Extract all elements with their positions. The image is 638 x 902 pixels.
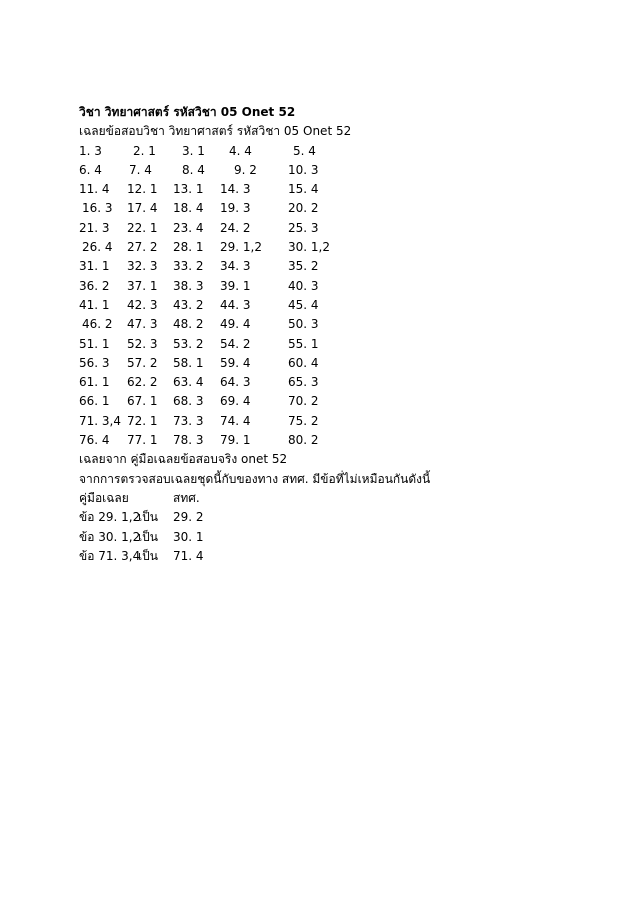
answer-cell: 37. 1 bbox=[127, 278, 158, 293]
answer-row bbox=[79, 257, 619, 276]
answer-cell: 41. 1 bbox=[79, 297, 110, 312]
answer-cell: 3. 1 bbox=[182, 143, 205, 158]
answer-cell: 1. 3 bbox=[79, 143, 102, 158]
answer-row bbox=[79, 315, 619, 334]
guide-column-header: คู่มือเฉลย bbox=[79, 490, 129, 505]
answer-row bbox=[79, 354, 619, 373]
answer-cell: 44. 3 bbox=[220, 297, 251, 312]
answer-cell: 28. 1 bbox=[173, 240, 204, 255]
answer-cell: 72. 1 bbox=[127, 413, 158, 428]
answer-row bbox=[79, 161, 619, 180]
difference-row bbox=[79, 508, 619, 527]
answer-cell: 60. 4 bbox=[288, 355, 319, 370]
answer-cell: 51. 1 bbox=[79, 336, 110, 351]
answer-cell: 8. 4 bbox=[182, 162, 205, 177]
answer-cell: 59. 4 bbox=[220, 355, 251, 370]
answer-row bbox=[79, 392, 619, 411]
answer-cell: 24. 2 bbox=[220, 220, 251, 235]
answer-cell: 66. 1 bbox=[79, 394, 110, 409]
guide-answer: ข้อ 71. 3,4 bbox=[79, 548, 141, 563]
answer-cell: 14. 3 bbox=[220, 182, 251, 197]
answer-cell: 5. 4 bbox=[293, 143, 316, 158]
answer-cell: 17. 4 bbox=[127, 201, 158, 216]
answer-cell: 12. 1 bbox=[127, 182, 158, 197]
answer-cell: 34. 3 bbox=[220, 259, 251, 274]
answer-cell: 29. 1,2 bbox=[220, 240, 262, 255]
answer-cell: 77. 1 bbox=[127, 433, 158, 448]
comparison-note: จากการตรวจสอบเฉลยชุดนี้กับของทาง สทศ. มีข้อที่ไม่เหมือนกันดังนี้ bbox=[79, 471, 431, 486]
answer-cell: 10. 3 bbox=[288, 162, 319, 177]
answer-cell: 80. 2 bbox=[288, 433, 319, 448]
answer-cell: 16. 3 bbox=[82, 201, 113, 216]
guide-answer: ข้อ 29. 1,2 bbox=[79, 510, 141, 525]
answer-cell: 2. 1 bbox=[133, 143, 156, 158]
official-column-header: สทศ. bbox=[173, 490, 200, 505]
answer-cell: 32. 3 bbox=[127, 259, 158, 274]
answer-cell: 26. 4 bbox=[82, 240, 113, 255]
answer-cell: 30. 1,2 bbox=[288, 240, 330, 255]
answer-row bbox=[79, 199, 619, 218]
answer-cell: 20. 2 bbox=[288, 201, 319, 216]
answer-cell: 58. 1 bbox=[173, 355, 204, 370]
answer-cell: 73. 3 bbox=[173, 413, 204, 428]
answer-cell: 19. 3 bbox=[220, 201, 251, 216]
answer-cell: 27. 2 bbox=[127, 240, 158, 255]
guide-answer: ข้อ 30. 1,2 bbox=[79, 529, 141, 544]
answer-cell: 6. 4 bbox=[79, 162, 102, 177]
answer-cell: 75. 2 bbox=[288, 413, 319, 428]
answer-cell: 18. 4 bbox=[173, 201, 204, 216]
answer-row bbox=[79, 142, 619, 161]
answer-cell: 11. 4 bbox=[79, 182, 110, 197]
is-word: เป็น bbox=[138, 510, 158, 525]
answer-cell: 47. 3 bbox=[127, 317, 158, 332]
source-note: เฉลยจาก คู่มือเฉลยข้อสอบจริง onet 52 bbox=[79, 452, 288, 467]
answer-cell: 64. 3 bbox=[220, 375, 251, 390]
answer-cell: 35. 2 bbox=[288, 259, 319, 274]
answer-cell: 69. 4 bbox=[220, 394, 251, 409]
answer-cell: 67. 1 bbox=[127, 394, 158, 409]
answer-cell: 21. 3 bbox=[79, 220, 110, 235]
answer-row bbox=[79, 373, 619, 392]
answer-cell: 56. 3 bbox=[79, 355, 110, 370]
answer-cell: 57. 2 bbox=[127, 355, 158, 370]
answer-row bbox=[79, 431, 619, 450]
answer-row bbox=[79, 180, 619, 199]
answer-sheet bbox=[79, 103, 619, 566]
answer-cell: 63. 4 bbox=[173, 375, 204, 390]
comparison-header bbox=[79, 489, 619, 508]
answer-cell: 78. 3 bbox=[173, 433, 204, 448]
answer-cell: 74. 4 bbox=[220, 413, 251, 428]
answer-cell: 71. 3,4 bbox=[79, 413, 121, 428]
answer-cell: 13. 1 bbox=[173, 182, 204, 197]
official-answer: 29. 2 bbox=[173, 510, 204, 525]
answer-cell: 23. 4 bbox=[173, 220, 204, 235]
answer-cell: 40. 3 bbox=[288, 278, 319, 293]
answer-table bbox=[79, 142, 619, 451]
official-answer: 30. 1 bbox=[173, 529, 204, 544]
answer-cell: 79. 1 bbox=[220, 433, 251, 448]
answer-row bbox=[79, 335, 619, 354]
answer-cell: 39. 1 bbox=[220, 278, 251, 293]
answer-row bbox=[79, 238, 619, 257]
answer-cell: 76. 4 bbox=[79, 433, 110, 448]
answer-cell: 70. 2 bbox=[288, 394, 319, 409]
answer-cell: 55. 1 bbox=[288, 336, 319, 351]
answer-cell: 42. 3 bbox=[127, 297, 158, 312]
answer-cell: 36. 2 bbox=[79, 278, 110, 293]
answer-cell: 4. 4 bbox=[229, 143, 252, 158]
answer-cell: 52. 3 bbox=[127, 336, 158, 351]
answer-row bbox=[79, 412, 619, 431]
answer-cell: 25. 3 bbox=[288, 220, 319, 235]
answer-row bbox=[79, 296, 619, 315]
answer-cell: 61. 1 bbox=[79, 375, 110, 390]
answer-cell: 68. 3 bbox=[173, 394, 204, 409]
answer-cell: 33. 2 bbox=[173, 259, 204, 274]
answer-cell: 54. 2 bbox=[220, 336, 251, 351]
answer-cell: 48. 2 bbox=[173, 317, 204, 332]
answer-cell: 50. 3 bbox=[288, 317, 319, 332]
answer-cell: 49. 4 bbox=[220, 317, 251, 332]
answer-row bbox=[79, 219, 619, 238]
answer-cell: 45. 4 bbox=[288, 297, 319, 312]
answer-row bbox=[79, 277, 619, 296]
answer-cell: 9. 2 bbox=[234, 162, 257, 177]
answer-cell: 46. 2 bbox=[82, 317, 113, 332]
official-answer: 71. 4 bbox=[173, 548, 204, 563]
answer-cell: 15. 4 bbox=[288, 182, 319, 197]
answer-cell: 7. 4 bbox=[129, 162, 152, 177]
document-subtitle: เฉลยข้อสอบวิชา วิทยาศาสตร์ รหัสวิชา 05 Onet 52 bbox=[79, 124, 352, 139]
answer-cell: 22. 1 bbox=[127, 220, 158, 235]
document-title: วิชา วิทยาศาสตร์ รหัสวิชา 05 Onet 52 bbox=[79, 105, 296, 119]
answer-cell: 31. 1 bbox=[79, 259, 110, 274]
is-word: เป็น bbox=[138, 548, 158, 563]
answer-cell: 62. 2 bbox=[127, 375, 158, 390]
answer-cell: 53. 2 bbox=[173, 336, 204, 351]
difference-row bbox=[79, 547, 619, 566]
difference-row bbox=[79, 528, 619, 547]
answer-cell: 65. 3 bbox=[288, 375, 319, 390]
answer-cell: 38. 3 bbox=[173, 278, 204, 293]
is-word: เป็น bbox=[138, 529, 158, 544]
answer-cell: 43. 2 bbox=[173, 297, 204, 312]
